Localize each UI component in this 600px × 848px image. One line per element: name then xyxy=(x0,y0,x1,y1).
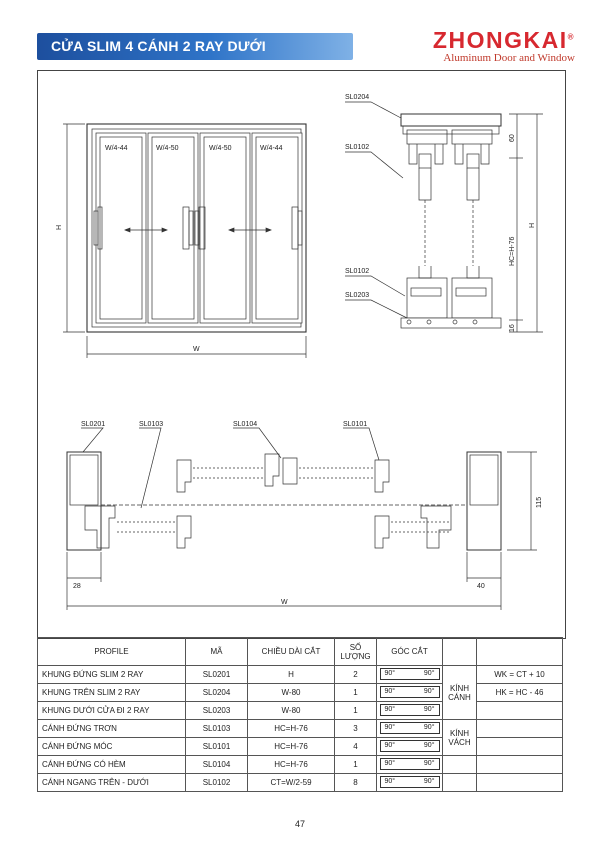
table-header-row xyxy=(38,638,563,666)
width-dimension-label: W xyxy=(193,346,200,353)
glass-vach-label: KÍNH VÁCH xyxy=(443,720,477,756)
col-header-profile: PROFILE xyxy=(38,638,186,666)
col-header-angle: GÓC CẮT xyxy=(377,638,443,666)
label-sl0204: SL0204 xyxy=(345,94,370,101)
cut-angle: 90° 90° xyxy=(380,722,440,734)
dim-hc: HC=H-76 xyxy=(509,236,516,266)
dim-40: 40 xyxy=(477,583,485,590)
brand-logo xyxy=(415,27,575,64)
technical-drawing xyxy=(37,70,564,637)
label-sl0103: SL0103 xyxy=(139,421,164,428)
panel-label-2: W/4-50 xyxy=(156,145,179,152)
cut-angle: 90° 90° xyxy=(380,668,440,680)
col-header-qty: SỐ LƯỢNG xyxy=(335,638,377,666)
cut-angle: 90° 90° xyxy=(380,704,440,716)
brand-tagline: Aluminum Door and Window xyxy=(443,52,575,64)
dim-h: H xyxy=(529,222,536,228)
label-sl0201: SL0201 xyxy=(81,421,106,428)
col-header-code: MÃ xyxy=(186,638,248,666)
table-row: KHUNG DƯỚI CỬA ĐI 2 RAY SL0203 W-80 1 90° 90° xyxy=(38,702,563,720)
title-banner xyxy=(37,33,353,60)
cut-angle: 90° 90° xyxy=(380,758,440,770)
table-row: CÁNH ĐỨNG MÓC SL0101 HC=H-76 4 90° 90° xyxy=(38,738,563,756)
page-number: 47 xyxy=(294,819,305,829)
cut-angle: 90° 90° xyxy=(380,740,440,752)
height-dimension-label: H xyxy=(56,224,63,230)
formula-hk: HK = HC - 46 xyxy=(477,684,563,702)
table-row: CÁNH ĐỨNG TRƠN SL0103 HC=H-76 3 90° 90° KÍNH VÁCH xyxy=(38,720,563,738)
page-title: CỬA SLIM 4 CÁNH 2 RAY DƯỚI xyxy=(51,38,266,54)
dim-60: 60 xyxy=(509,134,516,142)
cut-angle: 90° 90° xyxy=(380,686,440,698)
table-row: CÁNH NGANG TRÊN - DƯỚI SL0102 CT=W/2-59 8 90° 90° xyxy=(38,774,563,792)
glass-canh-label: KÍNH CÁNH xyxy=(443,666,477,720)
panel-label-1: W/4-44 xyxy=(105,145,128,152)
label-sl0102-bottom: SL0102 xyxy=(345,268,370,275)
registered-mark: ® xyxy=(567,32,575,42)
cut-angle: 90° 90° xyxy=(380,776,440,788)
front-elevation xyxy=(63,124,306,358)
label-sl0104: SL0104 xyxy=(233,421,258,428)
dim-28: 28 xyxy=(73,583,81,590)
cutting-list-table xyxy=(37,637,563,792)
label-sl0102-top: SL0102 xyxy=(345,144,370,151)
table-row: KHUNG TRÊN SLIM 2 RAY SL0204 W-80 1 90° 90° HK = HC - 46 xyxy=(38,684,563,702)
label-sl0203: SL0203 xyxy=(345,292,370,299)
dim-16: 16 xyxy=(509,324,516,332)
table-row: CÁNH ĐỨNG CÓ HÈM SL0104 HC=H-76 1 90° 90° xyxy=(38,756,563,774)
brand-name: ZHONGKAI xyxy=(432,27,568,53)
dim-115: 115 xyxy=(536,496,543,508)
dim-w-bottom: W xyxy=(281,599,288,606)
formula-wk: WK = CT + 10 xyxy=(477,666,563,684)
col-header-length: CHIỀU DÀI CẮT xyxy=(248,638,335,666)
panel-label-3: W/4-50 xyxy=(209,145,232,152)
table-row: KHUNG ĐỨNG SLIM 2 RAY SL0201 H 2 90° 90° KÍNH CÁNH WK = CT + 10 xyxy=(38,666,563,684)
horizontal-section xyxy=(67,428,537,610)
label-sl0101: SL0101 xyxy=(343,421,368,428)
panel-label-4: W/4-44 xyxy=(260,145,283,152)
